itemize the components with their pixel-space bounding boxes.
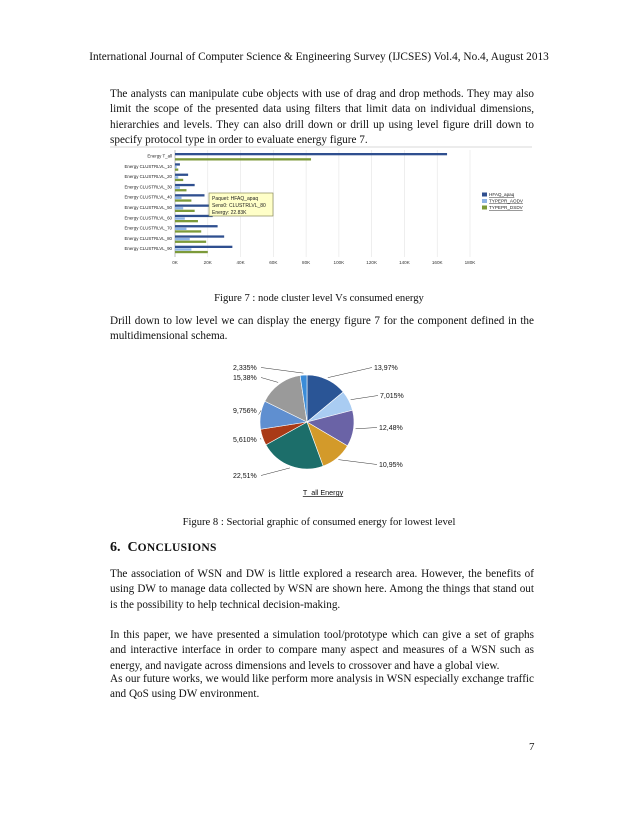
bar-typepr_aodv: [175, 207, 183, 209]
category-label: Energy CLUSTRLVL_30: [124, 184, 172, 190]
x-tick-label: 120K: [366, 260, 378, 265]
x-tick-label: 160K: [431, 260, 443, 265]
legend-swatch: [482, 199, 487, 203]
section-title-rest: ONCLUSIONS: [137, 542, 217, 554]
x-tick-label: 140K: [399, 260, 410, 265]
page-number: 7: [529, 741, 535, 753]
bar-hfaq_apaq: [175, 225, 218, 227]
bar-hfaq_apaq: [175, 174, 188, 176]
category-label: Energy T_all: [147, 153, 172, 159]
bar-hfaq_apaq: [175, 205, 209, 207]
bar-hfaq_apaq: [175, 163, 180, 165]
paragraph-conclusion-2: In this paper, we have presented a simulation tool/prototype which can give a set of graphs and interactive interface in order to compare many aspect and measures of a WSN such as energy, and navigate across dimensions and levels to crossover and have a global view.: [110, 629, 534, 672]
pie-slices: [260, 375, 354, 469]
bar-typepr_aodv: [175, 238, 190, 240]
bar-hfaq_apaq: [175, 194, 205, 196]
category-label: Energy CLUSTRLVL_50: [124, 205, 172, 210]
pie-leader-line: [351, 396, 378, 400]
tooltip-line-1: Paquet: HFAQ_apaq: [212, 196, 259, 202]
bar-typepr_aodv: [175, 248, 191, 250]
pie-leader-line: [338, 460, 377, 465]
pie-leader-line: [328, 368, 372, 378]
journal-header: International Journal of Computer Science & Engineering Survey (IJCSES) Vol.4, No.4, August 2013: [89, 51, 549, 63]
x-tick-label: 0K: [172, 260, 178, 265]
tooltip-line-2: Sens0: CLUSTRLVL_80: [212, 203, 266, 209]
section-heading-conclusions: [110, 540, 217, 556]
category-label: Energy CLUSTRLVL_40: [124, 194, 172, 200]
bar-typepr_dsdv: [175, 189, 186, 191]
bar-typepr_dsdv: [175, 241, 206, 243]
bar-typepr_aodv: [175, 197, 182, 199]
x-tick-label: 60K: [269, 260, 278, 265]
bar-typepr_aodv: [175, 217, 185, 219]
bar-typepr_dsdv: [175, 169, 178, 171]
category-label: Energy CLUSTRLVL_80: [124, 235, 172, 241]
bar-hfaq_apaq: [175, 215, 213, 217]
pie-label: 7,015%: [380, 393, 404, 400]
pie-leader-line: [261, 468, 290, 476]
bar-typepr_dsdv: [175, 210, 195, 212]
pie-label: 2,335%: [233, 365, 257, 372]
bar-hfaq_apaq: [175, 246, 232, 248]
bar-typepr_dsdv: [175, 158, 311, 160]
figure8-caption: Figure 8 : Sectorial graphic of consumed energy for lowest level: [182, 517, 456, 528]
paragraph-intro: The analysts can manipulate cube objects with use of drag and drop methods. They may also limit the scope of the presented data using filters that limit data on individual dimensions, hierarchies and levels. They can also drill down or drill up using level figure drill down to specify protocol type in order to evaluate energy figure 7.: [110, 88, 534, 147]
paragraph-conclusion-3: As our future works, we would like perform more analysis in WSN especially exchange traffic and QoS using DW environment.: [110, 673, 534, 701]
legend-label: HFAQ_apaq: [489, 192, 515, 197]
tooltip-line-3: Energy: 22.83K: [212, 210, 247, 216]
pie-label: 15,38%: [233, 375, 257, 382]
category-label: Energy CLUSTRLVL_20: [124, 174, 172, 180]
category-label: Energy CLUSTRLVL_10: [124, 163, 172, 169]
bar-typepr_dsdv: [175, 199, 191, 201]
bar-typepr_aodv: [175, 176, 178, 178]
pie-label: 5,610%: [233, 437, 257, 444]
pie-leader-line: [261, 368, 303, 374]
paragraph-drilldown: Drill down to low level we can display the energy figure 7 for the component defined in the multidimensional schema.: [110, 315, 534, 343]
bar-typepr_aodv: [175, 228, 186, 230]
chart-background: [110, 146, 532, 268]
bar-typepr_aodv: [175, 166, 177, 168]
pie-leader-line: [261, 378, 278, 383]
category-label: Energy CLUSTRLVL_70: [124, 225, 172, 231]
x-tick-label: 20K: [203, 260, 212, 265]
legend-swatch: [482, 193, 487, 197]
figure7-bar-chart: [110, 146, 532, 268]
x-tick-label: 80K: [302, 260, 311, 265]
bar-typepr_aodv: [175, 187, 180, 189]
pie-leader-line: [356, 428, 377, 429]
bar-hfaq_apaq: [175, 184, 195, 186]
section-title-initial: C: [127, 540, 138, 555]
legend-label: TYPEPR_DSDV: [489, 205, 523, 210]
bar-hfaq_apaq: [175, 235, 224, 237]
category-label: Energy CLUSTRLVL_60: [124, 215, 172, 221]
bar-typepr_dsdv: [175, 179, 183, 181]
bar-hfaq_apaq: [175, 153, 447, 155]
bar-typepr_dsdv: [175, 220, 198, 222]
chart-tooltip: [209, 193, 273, 216]
legend-label: TYPEPR_AODV: [489, 198, 523, 204]
pie-title: T_all Energy: [302, 488, 344, 497]
legend-swatch: [482, 206, 487, 210]
pie-label: 10,95%: [379, 462, 403, 469]
figure8-pie-chart: [225, 355, 425, 500]
pie-label: 22,51%: [233, 473, 257, 480]
category-label: Energy CLUSTRLVL_90: [124, 246, 172, 252]
pie-label: 9,756%: [233, 408, 257, 415]
pie-label: 13,97%: [374, 365, 398, 372]
x-tick-label: 40K: [236, 260, 245, 265]
x-tick-label: 100K: [333, 260, 345, 265]
paragraph-conclusion-1: The association of WSN and DW is little explored a research area. However, the benefits of using DW to manage data collected by WSN are shown here. Among the things that stand out is the possibility to help technical decision-making.: [110, 568, 534, 611]
bar-typepr_dsdv: [175, 230, 201, 232]
figure7-caption: Figure 7 : node cluster level Vs consumed energy: [214, 293, 424, 304]
x-tick-label: 180K: [464, 260, 476, 265]
bar-typepr_dsdv: [175, 251, 208, 253]
pie-label: 12,48%: [379, 425, 403, 432]
section-number: 6.: [110, 540, 121, 555]
